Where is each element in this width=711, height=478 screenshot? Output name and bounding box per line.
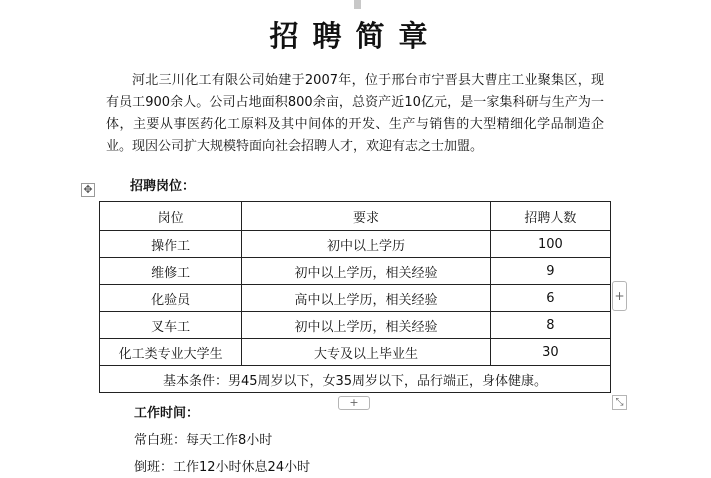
table-resize-handle[interactable] xyxy=(612,395,627,410)
positions-heading: 招聘岗位： xyxy=(130,179,196,194)
cell-count: 8 xyxy=(490,312,610,339)
text-cursor-marker xyxy=(354,0,361,9)
move-icon: ✥ xyxy=(83,183,93,196)
table-row xyxy=(100,231,611,258)
header-count: 招聘人数 xyxy=(490,202,610,231)
shift-rotating: 倒班：工作12小时休息24小时 xyxy=(134,460,311,475)
table-row xyxy=(100,258,611,285)
table-move-handle[interactable] xyxy=(81,183,95,197)
table-row xyxy=(100,312,611,339)
add-row-button[interactable] xyxy=(338,396,370,410)
positions-table xyxy=(99,201,611,393)
cell-requirement: 初中以上学历，相关经验 xyxy=(242,258,490,285)
document-title: 招聘简章 xyxy=(269,19,442,53)
cell-requirement: 初中以上学历，相关经验 xyxy=(242,312,490,339)
cell-position: 化工类专业大学生 xyxy=(100,339,242,366)
cell-requirement: 初中以上学历 xyxy=(242,231,490,258)
cell-position: 叉车工 xyxy=(100,312,242,339)
table-row xyxy=(100,339,611,366)
add-column-button[interactable] xyxy=(612,281,627,311)
resize-icon: ⤡ xyxy=(615,397,624,408)
header-position: 岗位 xyxy=(100,202,242,231)
work-time-heading: 工作时间： xyxy=(134,406,200,421)
shift-day: 常白班：每天工作8小时 xyxy=(134,433,273,448)
cell-position: 维修工 xyxy=(100,258,242,285)
cell-count: 9 xyxy=(490,258,610,285)
table-row xyxy=(100,285,611,312)
cell-position: 化验员 xyxy=(100,285,242,312)
cell-count: 100 xyxy=(490,231,610,258)
cell-count: 30 xyxy=(490,339,610,366)
basic-conditions: 基本条件：男45周岁以下，女35周岁以下，品行端正，身体健康。 xyxy=(100,366,611,393)
company-intro-paragraph: 河北三川化工有限公司始建于2007年，位于邢台市宁晋县大曹庄工业聚集区，现有员工900余人。公司占地面积800余亩，总资产近10亿元，是一家集科研与生产为一体，主要从事医药化工原料及其中间体的开发、生产与销售的大型精细化学品制造企业。现因公司扩大规模特面向社会招聘人才，欢迎有志之士加盟。 xyxy=(106,73,604,154)
plus-icon: + xyxy=(349,396,359,409)
table-footer-row xyxy=(100,366,611,393)
cell-requirement: 大专及以上毕业生 xyxy=(242,339,490,366)
plus-icon: + xyxy=(614,289,625,303)
cell-count: 6 xyxy=(490,285,610,312)
header-requirement: 要求 xyxy=(242,202,490,231)
cell-position: 操作工 xyxy=(100,231,242,258)
cell-requirement: 高中以上学历，相关经验 xyxy=(242,285,490,312)
table-header-row xyxy=(100,202,611,231)
